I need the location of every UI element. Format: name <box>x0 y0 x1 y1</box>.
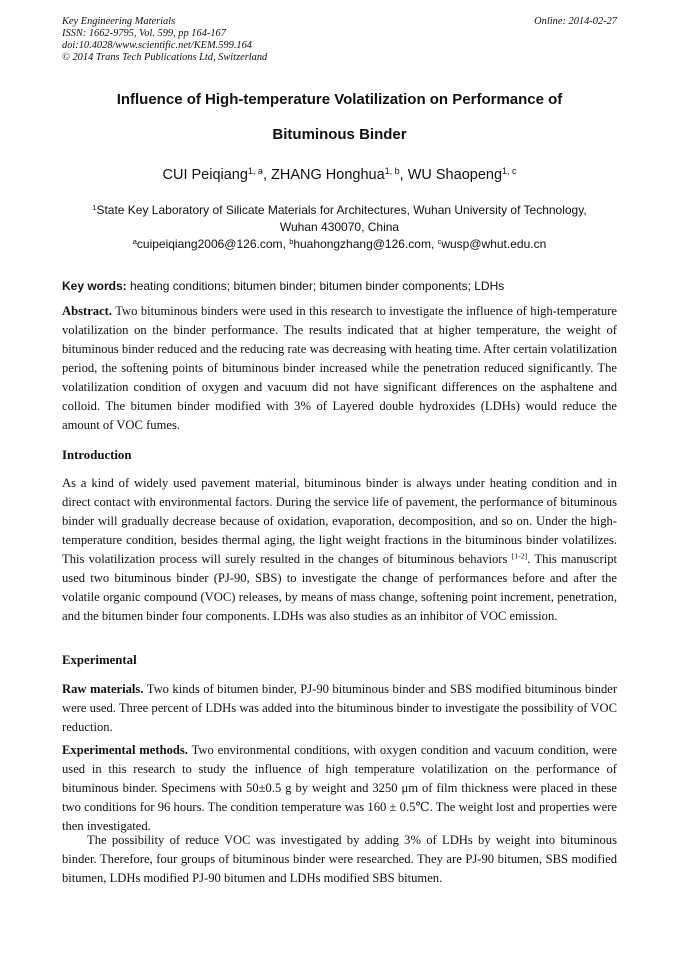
issn-line: ISSN: 1662-9795, Vol. 599, pp 164-167 <box>62 28 226 39</box>
affiliation-line1 <box>62 203 617 217</box>
raw-materials-label: Raw materials. <box>62 682 144 696</box>
doi-line: doi:10.4028/www.scientific.net/KEM.599.164 <box>62 40 252 51</box>
possibility-paragraph: The possibility of reduce VOC was investigated by adding 3% of LDHs by weight into bituminous binder. Therefore, four groups of bituminous binder were researched. They are PJ-90 bitumen, SBS modified bitumen, LDHs modified PJ-90 bitumen and LDHs modified SBS bitumen. <box>62 833 617 885</box>
email-link[interactable]: huahongzhang@126.com <box>293 237 431 251</box>
affiliation-text: State Key Laboratory of Silicate Materials for Architectures, Wuhan University of Technology, <box>96 203 587 217</box>
author-sup: 1, b <box>384 166 400 177</box>
keywords-text: heating conditions; bitumen binder; bitumen binder components; LDHs <box>130 279 505 293</box>
experimental-heading: Experimental <box>62 653 137 667</box>
copyright-line: © 2014 Trans Tech Publications Ltd, Switzerland <box>62 52 268 63</box>
keywords-label: Key words: <box>62 279 127 293</box>
abstract <box>62 302 617 435</box>
email-list: $^a$cuipeiqiang2006@126.com, $^b$huahongzhang@126.com, $^c$wusp@whut.edu.cn <box>132 236 547 251</box>
email-link[interactable]: wusp@whut.edu.cn <box>441 237 547 251</box>
email-sup: b <box>289 236 294 246</box>
abstract-label: Abstract. <box>62 304 113 318</box>
keywords <box>62 279 617 293</box>
citation-ref[interactable]: [1-2] <box>511 551 528 561</box>
introduction-text: As a kind of widely used pavement material, bituminous binder is always under heating condition and in direct contact with environmental factors. During the service life of pavement, the performance of bituminous binder will gradually decrease because of oxidation, evaporation, decomposition, and so on. Under the high-temperature condition, besides thermal aging, the light weight fractions in the bituminous binder volatilizes. This volatilization process will surely resulted in the changes of bituminous behaviors <box>62 476 617 566</box>
author-sup: 1, a <box>247 166 263 177</box>
author-sup: 1, c <box>502 166 517 177</box>
introduction-paragraph <box>62 474 617 626</box>
affiliation-sup: 1 <box>92 202 97 212</box>
methods-text: Two environmental conditions, with oxygen condition and vacuum condition, were used in this research to study the influence of high temperature volatilization on the performance of bituminous binder. Specimens with 50±0.5 g by weight and 3250 μm of film thickness were placed in these two conditions for 96 hours. The condition temperature was 160 ± 0.5℃. The weight lost and properties were then investigated. <box>62 743 617 833</box>
author-list: CUI Peiqiang$^{1, a}$, ZHANG Honghua$^{1, b}$, WU Shaopeng$^{1, c}$ <box>162 166 517 183</box>
author-name: CUI Peiqiang <box>162 167 248 183</box>
author-name: WU Shaopeng <box>407 167 503 183</box>
raw-materials-paragraph <box>62 680 617 737</box>
abstract-text: Two bituminous binders were used in this research to investigate the influence of high-temperature volatilization on the binder performance. The results indicated that at higher temperature, the weight of bituminous binder reduced and the reducing rate was decreasing with heating time. After certain volatilization period, the softening points of bituminous binder increased while the penetration reduced significantly. The volatilization condition of oxygen and vacuum did not have significant differences on the asphaltene and colloid. The bitumen binder modified with 3% of Layered double hydroxides (LDHs) would reduce the amount of VOC fumes. <box>62 304 617 432</box>
methods-paragraph <box>62 741 617 836</box>
author-name: ZHANG Honghua <box>271 167 385 183</box>
online-date: Online: 2014-02-27 <box>534 16 617 27</box>
methods-label: Experimental methods. <box>62 743 188 757</box>
paper-title-line1: Influence of High-temperature Volatilization on Performance of <box>116 91 563 108</box>
paper-title-line2: Bituminous Binder <box>272 126 407 143</box>
introduction-heading: Introduction <box>62 448 132 462</box>
affiliation-line2: Wuhan 430070, China <box>279 220 400 234</box>
email-sup: a <box>132 236 137 246</box>
publication-meta <box>62 16 617 64</box>
email-sup: c <box>437 236 442 246</box>
email-link[interactable]: cuipeiqiang2006@126.com <box>136 237 283 251</box>
raw-materials-text: Two kinds of bitumen binder, PJ-90 bituminous binder and SBS modified bituminous binder were used. Three percent of LDHs was added into the bituminous binder to investigate the possibility of VOC reduction. <box>62 682 618 734</box>
introduction-text-cont: . This manuscript used two bituminous binder (PJ-90, SBS) to investigate the change of performances before and after the volatile organic compound (VOC) releases, by means of mass change, softening point increment, penetration, and the bitumen binder four components. LDHs was also studies as an inhibitor of VOC emission. <box>62 552 617 623</box>
journal-name: Key Engineering Materials <box>62 16 176 27</box>
